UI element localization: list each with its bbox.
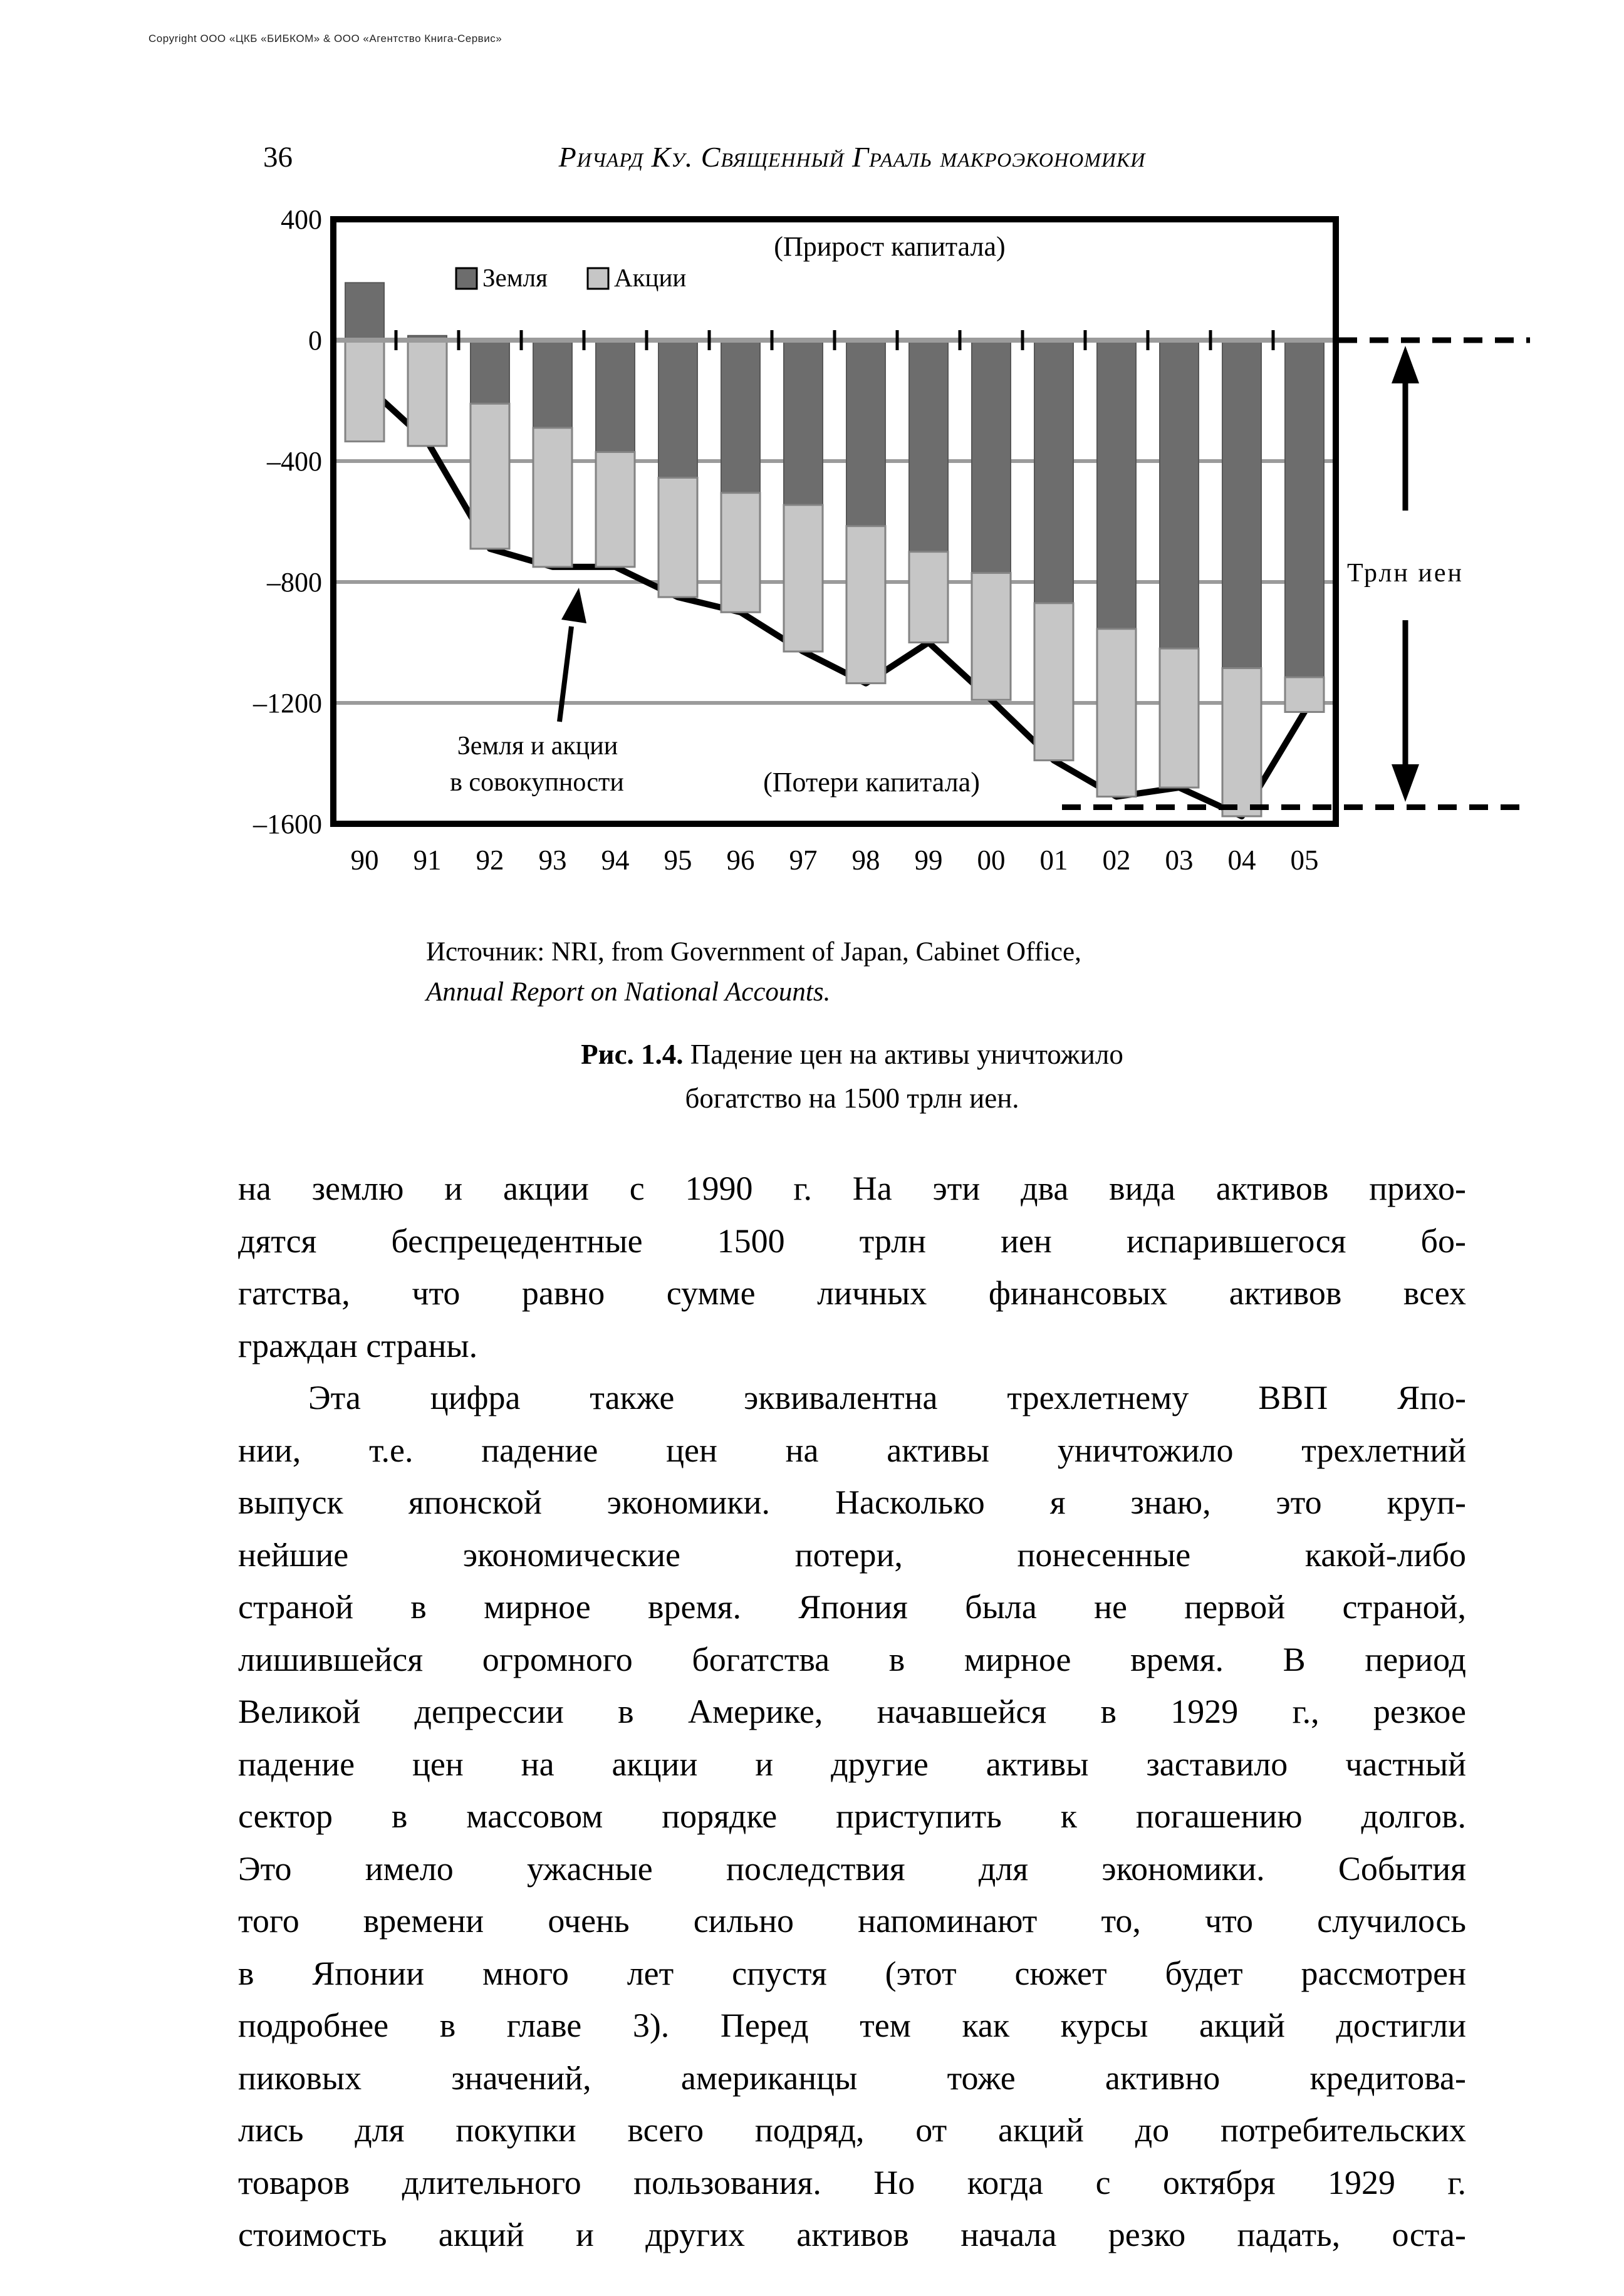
- chart-source: [426, 932, 1366, 1012]
- caption-text: Падение цен на активы уничтожило: [683, 1039, 1123, 1070]
- body-line: в Японии много лет спустя (этот сюжет будет рассмотрен: [238, 1954, 1466, 1992]
- body-line: дятся беспрецедентные 1500 трлн иен испарившегося бо-: [238, 1222, 1466, 1260]
- capital-gains-loss-chart: [0, 0, 1624, 921]
- bar-land: [471, 340, 509, 403]
- body-line: лись для покупки всего подряд, от акций до потребительских: [238, 2111, 1466, 2149]
- combined-annotation-line1: Земля и акции: [457, 732, 618, 761]
- body-line: подробнее в главе 3). Перед тем как курсы акций достигли: [238, 2007, 1466, 2044]
- body-line: гатства, что равно сумме личных финансовых активов всех: [238, 1274, 1466, 1312]
- y-axis-label: –800: [267, 567, 322, 598]
- x-axis-label: 98: [851, 844, 880, 876]
- bar-stocks: [1034, 603, 1073, 761]
- annotation-arrow-shaft: [560, 626, 571, 722]
- body-line: пиковых значений, американцы тоже активно кредитова-: [238, 2059, 1466, 2097]
- bar-stocks: [1285, 677, 1324, 712]
- x-axis-label: 96: [726, 844, 755, 876]
- annotation-arrowhead: [561, 588, 586, 623]
- bar-stocks: [1097, 629, 1136, 797]
- x-axis-label: 93: [538, 844, 567, 876]
- body-line: на землю и акции с 1990 г. На эти два вида активов прихо-: [238, 1170, 1466, 1207]
- gain-caption: (Прирост капитала): [774, 231, 1006, 262]
- x-axis-label: 91: [413, 844, 442, 876]
- legend-swatch-stocks: [588, 268, 608, 289]
- bar-land: [1285, 340, 1324, 677]
- bar-stocks: [345, 340, 384, 442]
- bar-stocks: [1160, 648, 1199, 787]
- running-header: Ричард Ку. Священный Грааль макроэкономики: [558, 141, 1146, 173]
- body-line: нии, т.е. падение цен на активы уничтожило трехлетний: [238, 1431, 1466, 1469]
- y-axis-label: –400: [267, 446, 322, 477]
- body-line: падение цен на акции и другие активы заставило частный: [238, 1745, 1466, 1783]
- bar-stocks: [471, 403, 509, 549]
- body-line: нейшие экономические потери, понесенные какой-либо: [238, 1535, 1466, 1574]
- bar-stocks: [784, 505, 823, 652]
- bar-land: [1222, 340, 1261, 668]
- bar-stocks: [909, 552, 948, 643]
- bar-land: [909, 340, 948, 552]
- x-axis-label: 04: [1227, 844, 1256, 876]
- body-text: [238, 1163, 1466, 2262]
- x-axis-label: 99: [914, 844, 943, 876]
- bar-land: [533, 340, 572, 428]
- bar-stocks: [846, 526, 885, 683]
- y-axis-label: 0: [308, 325, 322, 356]
- x-axis-label: 90: [350, 844, 379, 876]
- bar-stocks: [972, 573, 1011, 700]
- down-arrowhead: [1392, 764, 1419, 802]
- bar-stocks: [533, 428, 572, 567]
- body-line: того времени очень сильно напоминают то, что случилось: [238, 1902, 1466, 1940]
- body-line: стоимость акций и других активов начала резко падать, оста-: [238, 2216, 1466, 2253]
- bar-stocks: [658, 478, 697, 598]
- loss-caption: (Потери капитала): [763, 767, 980, 797]
- body-line: граждан страны.: [238, 1326, 478, 1364]
- bar-land: [1034, 340, 1073, 603]
- x-axis-label: 94: [601, 844, 630, 876]
- figure-caption: [238, 1032, 1466, 1120]
- caption-line-2: богатство на 1500 трлн иен.: [685, 1083, 1019, 1114]
- up-arrowhead: [1392, 346, 1419, 383]
- legend-label-land: Земля: [482, 263, 548, 292]
- x-axis-label: 00: [977, 844, 1006, 876]
- body-line: Это имело ужасные последствия для экономики. События: [238, 1849, 1466, 1888]
- body-line: сектор в массовом порядке приступить к погашению долгов.: [238, 1797, 1466, 1835]
- figure-label: Рис. 1.4.: [581, 1039, 684, 1070]
- combined-annotation-line2: в совокупности: [450, 768, 624, 797]
- bar-stocks: [408, 340, 447, 446]
- legend-swatch-land: [456, 268, 477, 289]
- bar-stocks: [721, 493, 760, 613]
- x-axis-label: 05: [1290, 844, 1319, 876]
- bar-land: [846, 340, 885, 526]
- body-line: выпуск японской экономики. Насколько я знаю, это круп-: [238, 1483, 1466, 1521]
- bar-land: [721, 340, 760, 493]
- bar-stocks: [596, 452, 635, 567]
- body-line: товаров длительного пользования. Но когда с октября 1929 г.: [238, 2163, 1466, 2201]
- legend-label-stocks: Акции: [614, 263, 687, 292]
- x-axis-label: 95: [664, 844, 692, 876]
- x-axis-label: 03: [1165, 844, 1194, 876]
- bar-land: [345, 283, 384, 340]
- bar-land: [596, 340, 635, 452]
- unit-label: Трлн иен: [1346, 559, 1464, 588]
- copyright-line: Copyright ООО «ЦКБ «БИБКОМ» & ООО «Агентство Книга-Сервис»: [148, 33, 502, 44]
- y-axis-label: –1600: [253, 809, 322, 839]
- y-axis-label: 400: [281, 204, 322, 235]
- y-axis-label: –1200: [253, 688, 322, 719]
- page-number: 36: [263, 141, 293, 174]
- body-line: Эта цифра также эквивалентна трехлетнему ВВП Япо-: [308, 1379, 1466, 1416]
- source-line-1: Источник: NRI, from Government of Japan, Cabinet Office,: [426, 937, 1081, 967]
- source-line-2: Annual Report on National Accounts.: [426, 977, 831, 1007]
- caption-line-1: [238, 1032, 1466, 1076]
- body-line: Великой депрессии в Америке, начавшейся в 1929 г., резкое: [238, 1693, 1466, 1730]
- x-axis-label: 01: [1039, 844, 1068, 876]
- bar-land: [784, 340, 823, 505]
- x-axis-label: 02: [1102, 844, 1131, 876]
- bar-stocks: [1222, 668, 1261, 816]
- body-line: страной в мирное время. Япония была не первой страной,: [238, 1588, 1466, 1626]
- bar-land: [658, 340, 697, 478]
- x-axis-label: 97: [789, 844, 818, 876]
- x-axis-label: 92: [476, 844, 504, 876]
- bar-land: [1160, 340, 1199, 648]
- bar-land: [972, 340, 1011, 573]
- bar-land: [1097, 340, 1136, 629]
- body-line: лишившейся огромного богатства в мирное время. В период: [238, 1640, 1466, 1678]
